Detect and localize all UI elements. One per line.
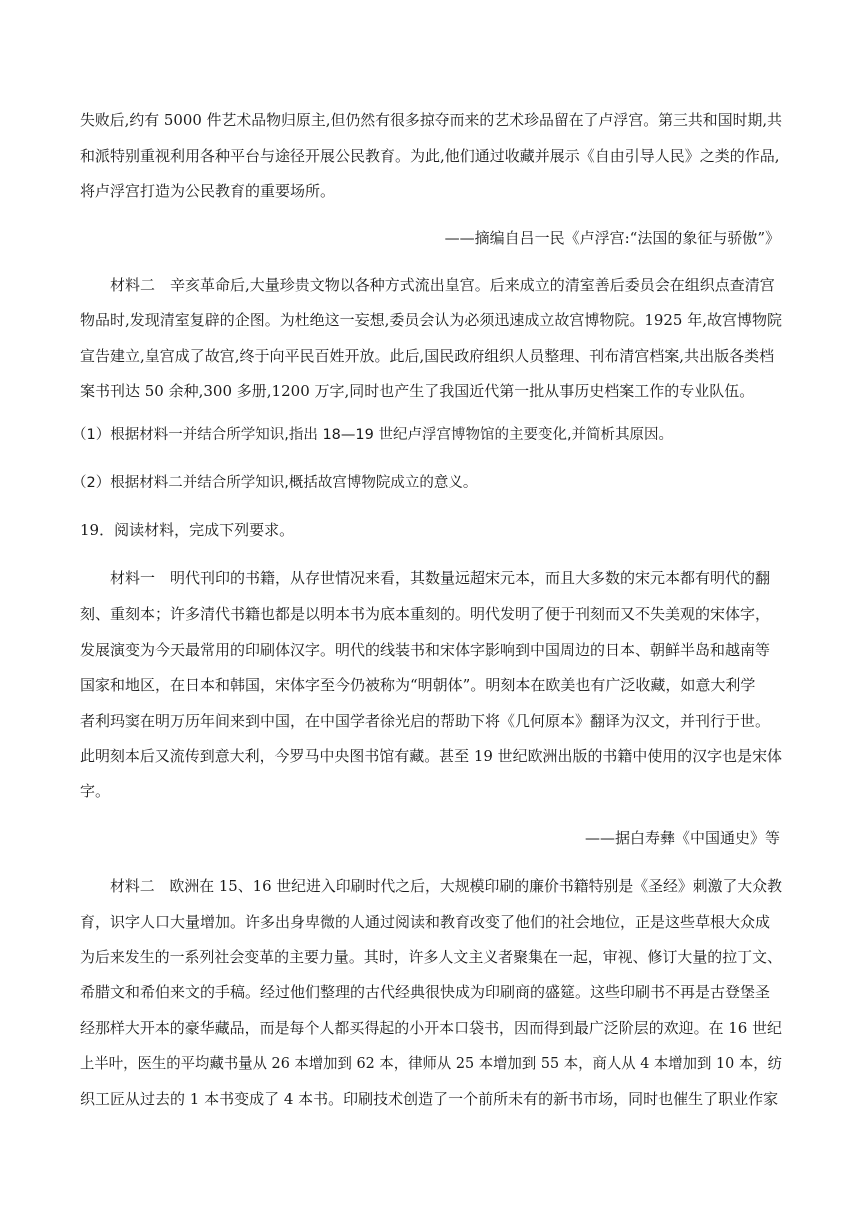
paragraph-line: 字。 [80,782,111,800]
paragraph-line: 者利玛窦在明万历年间来到中国，在中国学者徐光启的帮助下将《几何原本》翻译为汉文，并刊行于世。 [80,712,771,730]
paragraph-line: 和派特别重视利用各种平台与途径开展公民教育。为此,他们通过收藏并展示《自由引导人民》之类的作品, [80,147,780,165]
paragraph-line: 失败后,约有 5000 件艺术品物归原主,但仍然有很多掠夺而来的艺术珍品留在了卢浮宫。第三共和国时期,共 [80,111,783,129]
sub-question: （2）根据材料二并结合所学知识,概括故宫博物院成立的意义。 [72,475,478,491]
paragraph-line: 宣告建立,皇宫成了故宫,终于向平民百姓开放。此后,国民政府组织人员整理、刊布清宫档案,共出版各类档 [80,347,775,365]
sub-question: （1）根据材料一并结合所学知识,指出 18—19 世纪卢浮宫博物馆的主要变化,并简析其原因。 [72,427,674,443]
paragraph-line: 希腊文和希伯来文的手稿。经过他们整理的古代经典很快成为印刷商的盛筵。这些印刷书不再是古登堡圣 [80,983,771,1001]
paragraph-line: 材料二 欧洲在 15、16 世纪进入印刷时代之后，大规模印刷的廉价书籍特别是《圣经》刺激了大众教 [110,877,783,895]
source-citation: ——摘编自吕一民《卢浮宫:“法国的象征与骄傲”》 [444,229,780,247]
source-citation: ——据白寿彝《中国通史》等 [584,829,780,847]
paragraph-line: 物品时,发现清室复辟的企图。为杜绝这一妄想,委员会认为必须迅速成立故宫博物院。1925 年,故宫博物院 [80,311,782,329]
paragraph-line: 国家和地区，在日本和韩国，宋体字至今仍被称为“明朝体”。明刻本在欧美也有广泛收藏，如意大利学 [80,676,756,694]
paragraph-line: 上半叶，医生的平均藏书量从 26 本增加到 62 本，律师从 25 本增加到 55 本，商人从 4 本增加到 10 本，纺 [80,1054,783,1072]
paragraph-line: 材料一 明代刊印的书籍，从存世情况来看，其数量远超宋元本，而且大多数的宋元本都有明代的翻 [110,569,771,587]
paragraph-line: 此明刻本后又流传到意大利，今罗马中央图书馆有藏。甚至 19 世纪欧洲出版的书籍中使用的汉字也是宋体 [80,747,783,765]
paragraph-line: 为后来发生的一系列社会变革的主要力量。其时，许多人文主义者聚集在一起，审视、修订大量的拉丁文、 [80,948,782,966]
paragraph-line: 织工匠从过去的 1 本书变成了 4 本书。印刷技术创造了一个前所未有的新书市场，同时也催生了职业作家 [80,1090,779,1108]
paragraph-line: 发展演变为今天最常用的印刷体汉字。明代的线装书和宋体字影响到中国周边的日本、朝鲜半岛和越南等 [80,641,771,659]
paragraph-line: 育，识字人口大量增加。许多出身卑微的人通过阅读和教育改变了他们的社会地位，正是这些草根大众成 [80,913,771,931]
question-title: 19．阅读材料，完成下列要求。 [80,521,295,539]
paragraph-line: 经那样大开本的豪华藏品，而是每个人都买得起的小开本口袋书，因而得到最广泛阶层的欢迎。在 16 世纪 [80,1019,783,1037]
paragraph-line: 案书刊达 50 余种,300 多册,1200 万字,同时也产生了我国近代第一批从事历史档案工作的专业队伍。 [80,382,755,400]
paragraph-line: 材料二 辛亥革命后,大量珍贵文物以各种方式流出皇宫。后来成立的清室善后委员会在组织点查清宫 [110,276,775,294]
paragraph-line: 刻、重刻本；许多清代书籍也都是以明本书为底本重刻的。明代发明了便于刊刻而又不失美观的宋体字， [80,605,771,623]
paragraph-line: 将卢浮宫打造为公民教育的重要场所。 [80,182,336,200]
